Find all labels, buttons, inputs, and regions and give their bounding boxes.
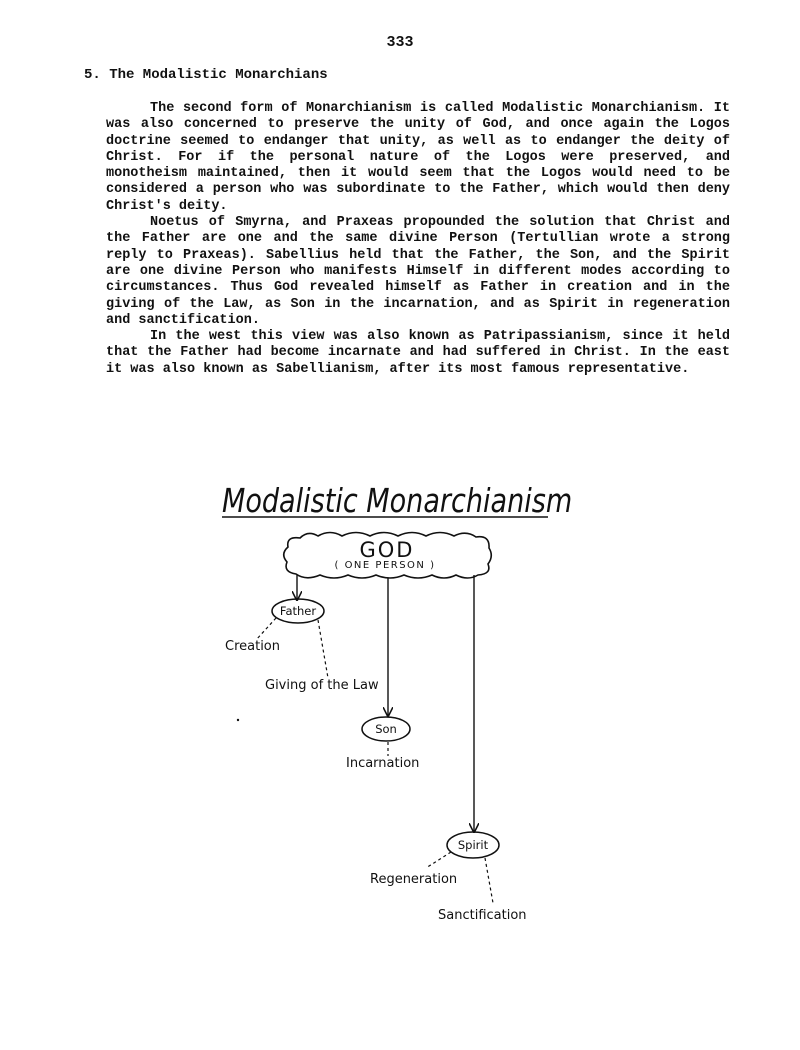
- diagram-title: Modalistic Monarchianism: [222, 482, 573, 521]
- father-law-link: [318, 620, 328, 678]
- father-creation-link: [256, 618, 276, 640]
- regeneration-label: Regeneration: [370, 872, 458, 887]
- paragraph-2: Noetus of Smyrna, and Praxeas propounded the solution that Christ and the Father are one and the same divine Person (Tertullian wrote a strong reply to Praxeas). Sabellius held that the Father, the Son, and the Spirit are one divine Person who manifests Himself in different modes according to circumstances. Thus God revealed himself as Father in creation and in the giving of the Law, as Son in the incarnation, and as Spirit in regeneration and sanctification.: [106, 215, 730, 328]
- page-number: 333: [386, 34, 414, 51]
- section-heading: 5. The Modalistic Monarchians: [84, 67, 328, 83]
- incarnation-label: Incarnation: [346, 756, 420, 771]
- god-label: GOD: [359, 538, 415, 562]
- spirit-sanctification-link: [485, 858, 493, 903]
- creation-label: Creation: [225, 639, 281, 654]
- one-person-label: ( ONE PERSON ): [334, 560, 436, 571]
- spirit-label: Spirit: [457, 838, 489, 852]
- son-label: Son: [375, 722, 397, 736]
- spirit-regeneration-link: [426, 852, 451, 868]
- stray-dot: [237, 719, 239, 721]
- father-label: Father: [279, 604, 317, 618]
- paragraph-3: In the west this view was also known as Patripassianism, since it held that the Father had become incarnate and had suffered in Christ. In the east it was also known as Sabellianism, after its most famous representative.: [106, 329, 730, 377]
- giving-of-the-law-label: Giving of the Law: [265, 678, 379, 693]
- sanctification-label: Sanctification: [438, 908, 527, 923]
- paragraph-1: The second form of Monarchianism is called Modalistic Monarchianism. It was also concerned to preserve the unity of God, and once again the Logos doctrine seemed to endanger that unity, as well as to endanger the deity of Christ. For if the personal nature of the Logos were preserved, and monotheism maintained, then it would seem that the Logos would need to be considered a person who was subordinate to the Father, which would then deny Christ's deity.: [106, 101, 730, 214]
